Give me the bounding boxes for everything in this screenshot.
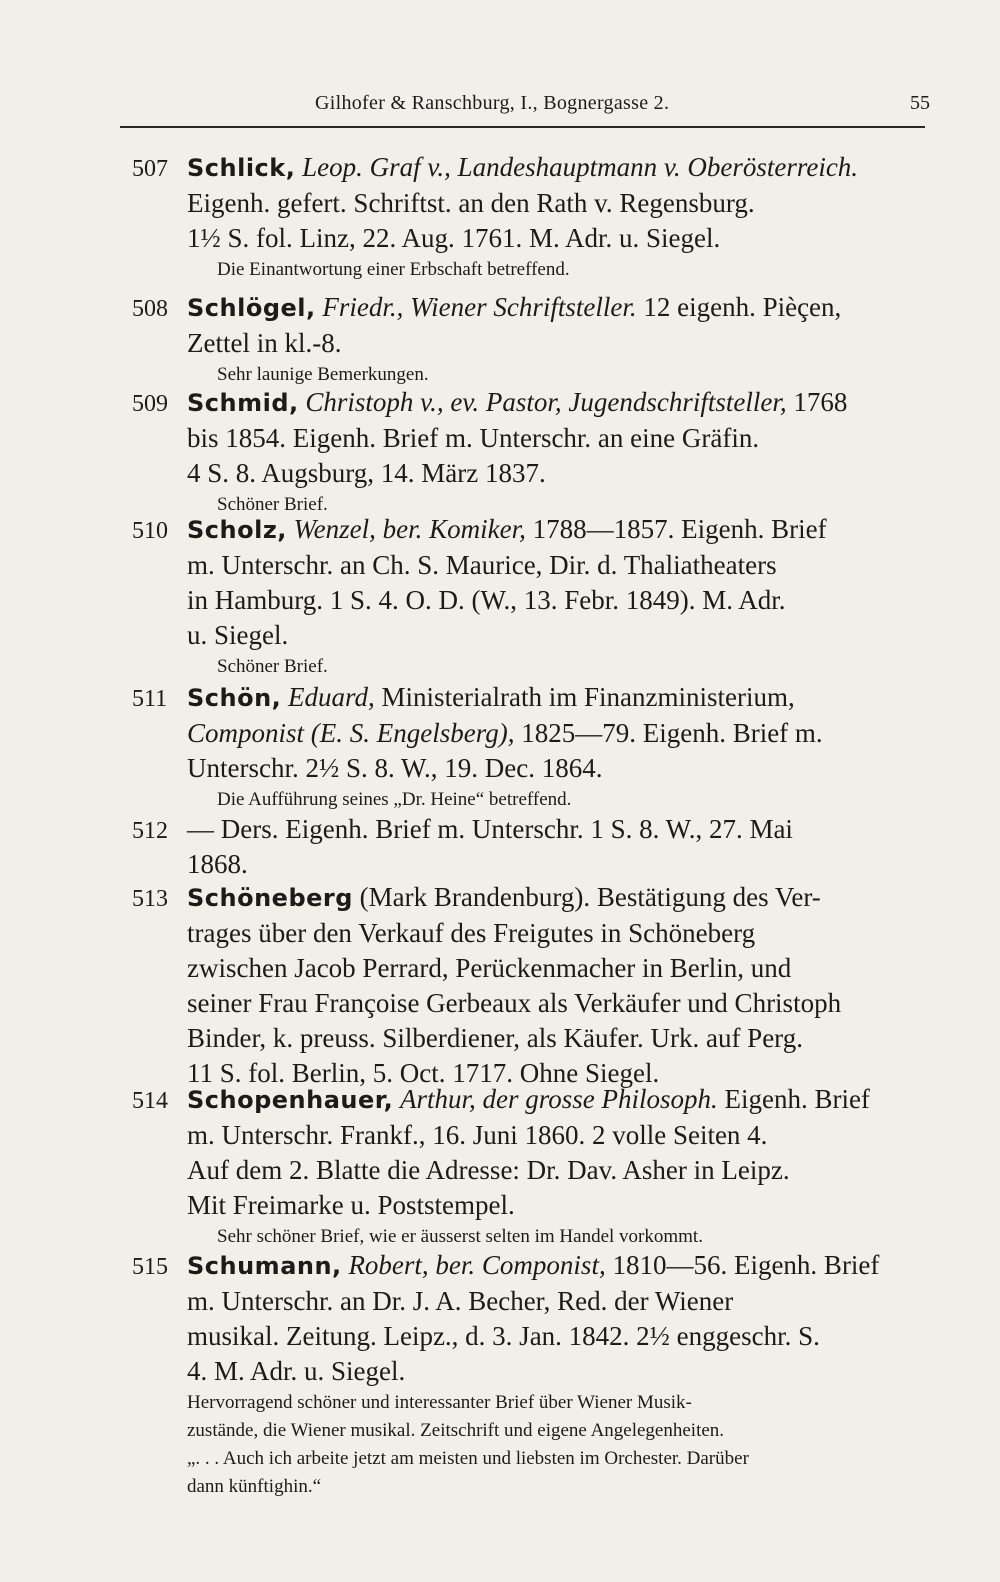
entry-text: m. Unterschr. an Dr. J. A. Becher, Red. der Wiener xyxy=(187,1286,734,1316)
entry-number: 507 xyxy=(132,156,168,182)
entry-line xyxy=(187,1248,940,1284)
entry-line xyxy=(187,290,940,326)
entry-number: 515 xyxy=(132,1254,168,1280)
entry-line xyxy=(187,221,940,256)
entry-italic-text: Christoph v., ev. Pastor, Jugendschriftsteller, xyxy=(305,387,787,417)
entry-body xyxy=(187,680,940,814)
catalogue-entry xyxy=(132,385,940,519)
entry-number: 508 xyxy=(132,296,168,322)
entry-text: Zettel in kl.-8. xyxy=(187,328,342,358)
entry-text: bis 1854. Eigenh. Brief m. Unterschr. an eine Gräfin. xyxy=(187,423,760,453)
entry-text: in Hamburg. 1 S. 4. O. D. (W., 13. Febr. 1849). M. Adr. xyxy=(187,585,786,615)
entry-line xyxy=(187,186,940,221)
catalogue-entry xyxy=(132,1248,940,1501)
entry-number: 513 xyxy=(132,886,168,912)
entry-line xyxy=(187,421,940,456)
entry-text: 1810—56. Eigenh. Brief xyxy=(605,1250,880,1280)
entry-number: 512 xyxy=(132,818,168,844)
entry-italic-text: Componist (E. S. Engelsberg), xyxy=(187,718,515,748)
entry-note-line: „. . . Auch ich arbeite jetzt am meisten und liebsten im Orchester. Darüber xyxy=(187,1448,749,1469)
entry-note: Die Aufführung seines „Dr. Heine“ betreffend. xyxy=(217,789,572,810)
entry-text: 4. M. Adr. u. Siegel. xyxy=(187,1356,406,1386)
entry-text: Eigenh. gefert. Schriftst. an den Rath v. Regensburg. xyxy=(187,188,755,218)
entry-text: u. Siegel. xyxy=(187,620,289,650)
entry-note: Die Einantwortung einer Erbschaft betreffend. xyxy=(217,259,570,280)
entry-line xyxy=(187,385,940,421)
entry-body xyxy=(187,1082,940,1251)
entry-line xyxy=(187,986,940,1021)
entry-body xyxy=(187,1248,940,1501)
entry-line xyxy=(187,847,940,882)
entry-line xyxy=(187,618,940,653)
entry-body xyxy=(187,880,940,1091)
entry-italic-text: Arthur, der grosse Philosoph. xyxy=(399,1084,718,1114)
entry-body xyxy=(187,385,940,519)
entry-line xyxy=(187,583,940,618)
entry-line xyxy=(187,751,940,786)
entry-line xyxy=(187,1284,940,1319)
entry-number: 511 xyxy=(132,686,168,712)
entry-line xyxy=(187,880,940,916)
author-name: Scholz, xyxy=(187,516,287,544)
entry-note-line: zustände, die Wiener musikal. Zeitschrift und eigene Angelegenheiten. xyxy=(187,1420,725,1441)
entry-text: seiner Frau Françoise Gerbeaux als Verkäufer und Christoph xyxy=(187,988,842,1018)
entry-text: m. Unterschr. an Ch. S. Maurice, Dir. d. Thaliatheaters xyxy=(187,550,777,580)
entry-italic-text: Friedr., Wiener Schriftsteller. xyxy=(322,292,637,322)
entry-italic-text: Wenzel, ber. Komiker, xyxy=(293,514,526,544)
entry-text: 12 eigenh. Pièçen, xyxy=(636,292,842,322)
entry-text: zwischen Jacob Perrard, Perückenmacher in Berlin, und xyxy=(187,953,792,983)
entry-text: 1½ S. fol. Linz, 22. Aug. 1761. M. Adr. u. Siegel. xyxy=(187,223,721,253)
entry-line xyxy=(187,916,940,951)
entry-number: 514 xyxy=(132,1088,168,1114)
entry-body xyxy=(187,812,940,882)
entry-line xyxy=(187,812,940,847)
running-title: Gilhofer & Ranschburg, I., Bognergasse 2. xyxy=(315,92,670,114)
entry-text: Binder, k. preuss. Silberdiener, als Käufer. Urk. auf Perg. xyxy=(187,1023,803,1053)
catalogue-entry xyxy=(132,290,940,389)
entry-text: trages über den Verkauf des Freigutes in Schöneberg xyxy=(187,918,756,948)
entry-text: Unterschr. 2½ S. 8. W., 19. Dec. 1864. xyxy=(187,753,603,783)
author-name: Schmid, xyxy=(187,389,299,417)
page-number: 55 xyxy=(910,92,930,114)
author-name: Schlick, xyxy=(187,154,296,182)
entry-number: 510 xyxy=(132,518,168,544)
entry-italic-text: Robert, ber. Componist, xyxy=(348,1250,606,1280)
catalogue-entry xyxy=(132,680,940,814)
entry-text: m. Unterschr. Frankf., 16. Juni 1860. 2 volle Seiten 4. xyxy=(187,1120,768,1150)
entry-text: Ministerialrath im Finanzministerium, xyxy=(374,682,795,712)
entry-line xyxy=(187,150,940,186)
entry-text: Auf dem 2. Blatte die Adresse: Dr. Dav. Asher in Leipz. xyxy=(187,1155,790,1185)
entry-text: 1768 xyxy=(786,387,848,417)
entry-note xyxy=(187,1389,940,1501)
entry-line xyxy=(187,1021,940,1056)
entry-line xyxy=(187,548,940,583)
entry-text: (Mark Brandenburg). Bestätigung des Ver- xyxy=(359,882,821,912)
entry-note: Schöner Brief. xyxy=(217,494,328,515)
entry-line xyxy=(187,326,940,361)
entry-line xyxy=(187,1118,940,1153)
entry-body xyxy=(187,290,940,389)
catalogue-entry xyxy=(132,812,940,882)
author-name: Schopenhauer, xyxy=(187,1086,394,1114)
entry-note-line: dann künftighin.“ xyxy=(187,1476,322,1497)
entry-text: 1788—1857. Eigenh. Brief xyxy=(525,514,827,544)
author-name: Schöneberg xyxy=(187,884,353,912)
entry-note: Schöner Brief. xyxy=(217,656,328,677)
catalogue-entry xyxy=(132,880,940,1091)
entry-note: Sehr schöner Brief, wie er äusserst selten im Handel vorkommt. xyxy=(217,1226,703,1247)
author-name: Schumann, xyxy=(187,1252,342,1280)
author-name: Schön, xyxy=(187,684,282,712)
entry-line xyxy=(187,1188,940,1223)
entry-text: musikal. Zeitung. Leipz., d. 3. Jan. 1842. 2½ enggeschr. S. xyxy=(187,1321,820,1351)
entry-note: Sehr launige Bemerkungen. xyxy=(217,364,429,385)
entry-number: 509 xyxy=(132,391,168,417)
entry-text: — Ders. Eigenh. Brief m. Unterschr. 1 S. 8. W., 27. Mai xyxy=(187,814,793,844)
entry-italic-text: Leop. Graf v., Landeshauptmann v. Oberösterreich. xyxy=(302,152,859,182)
catalogue-entry xyxy=(132,512,940,681)
catalogue-entry xyxy=(132,1082,940,1251)
entry-text: Eigenh. Brief xyxy=(717,1084,870,1114)
entry-text: 1825—79. Eigenh. Brief m. xyxy=(514,718,823,748)
entry-text: 1868. xyxy=(187,849,248,879)
entry-text: Mit Freimarke u. Poststempel. xyxy=(187,1190,515,1220)
entry-body xyxy=(187,150,940,284)
entry-line xyxy=(187,680,940,716)
entry-note-line: Hervorragend schöner und interessanter Brief über Wiener Musik- xyxy=(187,1392,692,1413)
entry-line xyxy=(187,1082,940,1118)
author-name: Schlögel, xyxy=(187,294,316,322)
entry-line xyxy=(187,716,940,751)
entry-line xyxy=(187,1354,940,1389)
catalogue-entry xyxy=(132,150,940,284)
entry-line xyxy=(187,1153,940,1188)
entry-line xyxy=(187,1319,940,1354)
entry-line xyxy=(187,456,940,491)
entry-line xyxy=(187,951,940,986)
entry-text: 11 S. fol. Berlin, 5. Oct. 1717. Ohne Siegel. xyxy=(187,1058,660,1088)
entry-body xyxy=(187,512,940,681)
entry-italic-text: Eduard, xyxy=(288,682,375,712)
entry-line xyxy=(187,512,940,548)
entry-text: 4 S. 8. Augsburg, 14. März 1837. xyxy=(187,458,546,488)
